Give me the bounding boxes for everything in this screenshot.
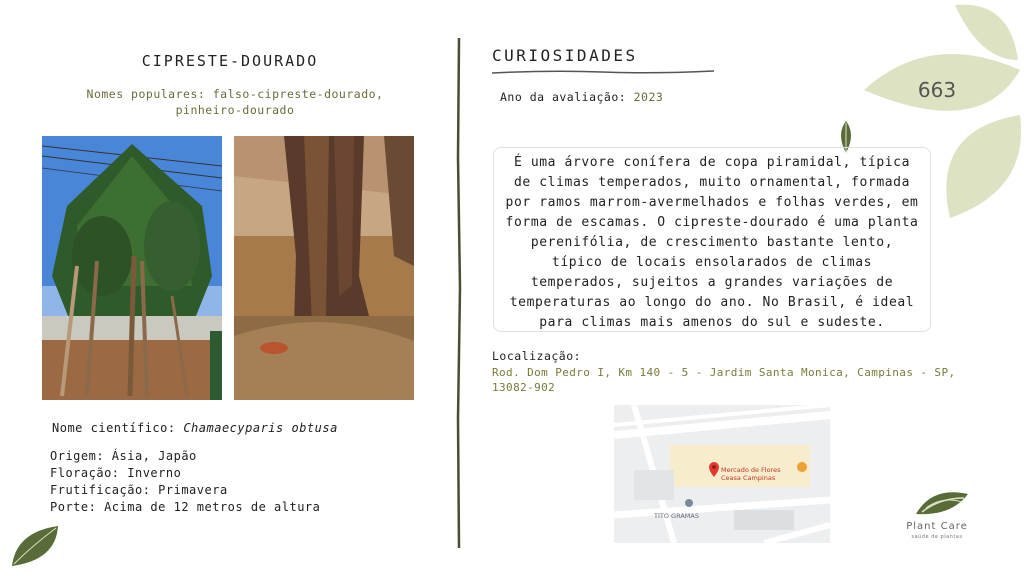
evaluation-year [500, 90, 663, 104]
vertical-divider [455, 38, 463, 548]
popular-names: Nomes populares: falso-cipreste-dourado, pinheiro-dourado [86, 87, 384, 117]
year-value: 2023 [633, 90, 664, 104]
bottom-leaf-icon [10, 524, 60, 568]
trunk-photo [234, 136, 414, 400]
tree-photo [42, 136, 222, 400]
description-text: É uma árvore conífera de copa piramidal, típica de climas temperados, muito ornamental, formada por ramos marrom-avermelhados e folhas verdes, em forma de escamas. O cipreste-dourado é uma planta perenifólia, de crescimento bastante lento, típico de locais ensolarados de climas temperados, sujeitos a grandes variações de temperaturas ao longo do ano. No Brasil, é ideal para climas mais amenos do sul e sudeste. [505, 155, 919, 330]
fact-size: Porte: Acima de 12 metros de altura [50, 500, 321, 514]
plant-facts [50, 448, 320, 516]
year-label: Ano da avaliação: [500, 90, 634, 104]
logo-tagline: saúde de plantas [911, 534, 963, 540]
location-label: Localização: [492, 349, 582, 363]
curiosities-title: CURIOSIDADES [492, 46, 638, 65]
fact-fruiting: Frutificação: Primavera [50, 483, 228, 497]
plant-number: 663 [917, 78, 957, 102]
logo-name: Plant Care [906, 521, 968, 532]
scientific-name-row [52, 421, 338, 435]
location-address: Rod. Dom Pedro I, Km 140 - 5 - Jardim Santa Monica, Campinas - SP, 13082-902 [492, 366, 956, 394]
plant-title: CIPRESTE-DOURADO [141, 52, 319, 70]
plant-care-logo-icon [912, 486, 970, 520]
fact-flowering: Floração: Inverno [50, 466, 182, 480]
title-underline [492, 69, 714, 75]
map-place-line2: Ceasa Campinas [721, 474, 776, 482]
scientific-name: Chamaecyparis obtusa [183, 421, 338, 435]
map-place-line1: Mercado de Flores [721, 466, 781, 474]
map-nearby-label: TITO GRAMAS [654, 512, 699, 520]
fact-origin: Origem: Ásia, Japão [50, 449, 197, 463]
scientific-name-label: Nome científico: [52, 421, 184, 435]
location-map[interactable] [614, 405, 830, 543]
description-box [493, 147, 931, 332]
